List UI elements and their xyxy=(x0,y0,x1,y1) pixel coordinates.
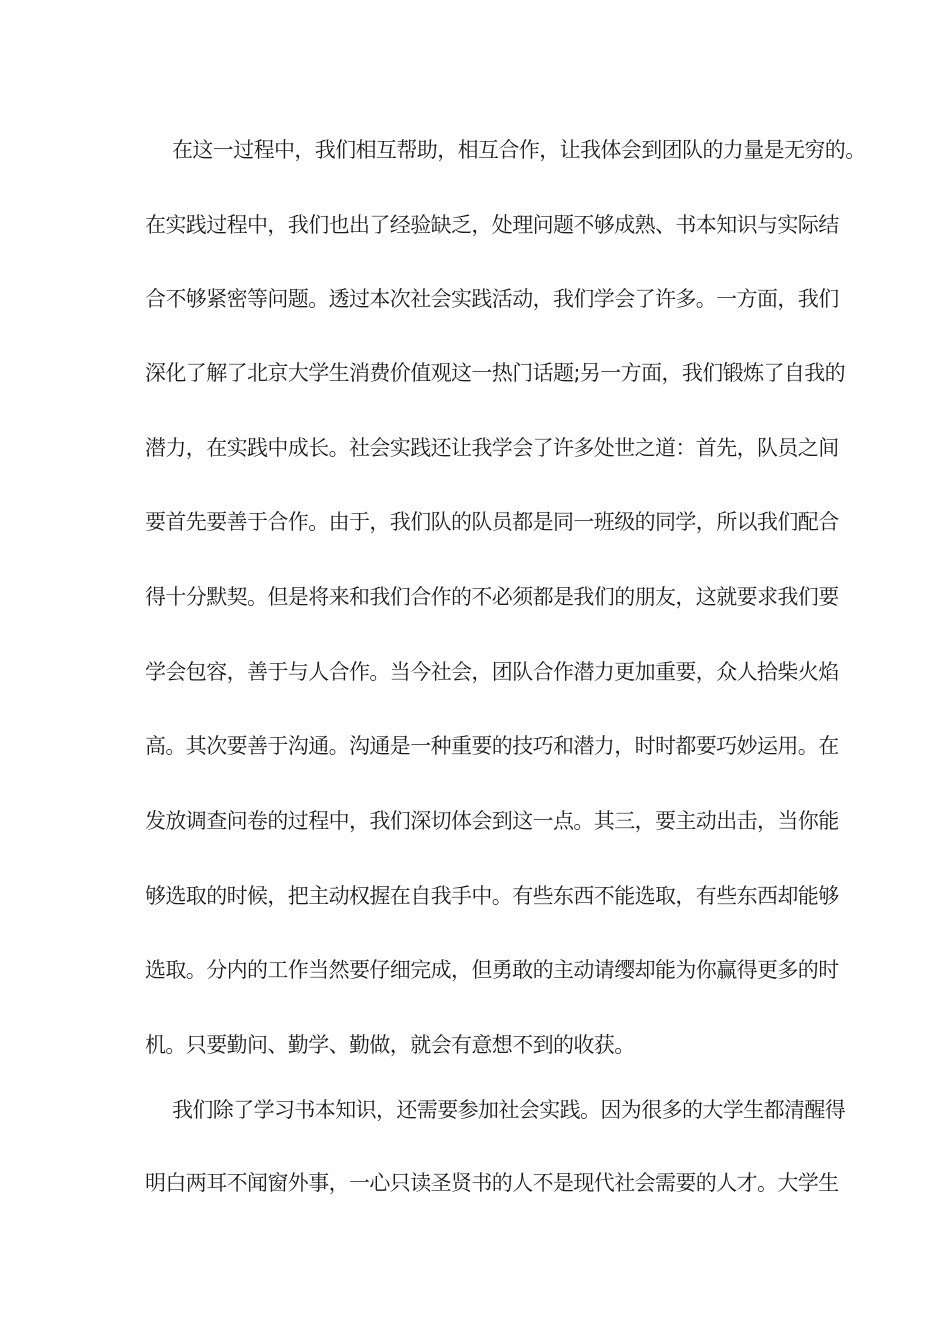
paragraph-line: 合不够紧密等问题。透过本次社会实践活动，我们学会了许多。一方面，我们 xyxy=(145,287,839,311)
paragraph-line: 发放调查问卷的过程中，我们深切体会到这一点。其三，要主动出击，当你能 xyxy=(145,809,839,833)
paragraph-line: 我们除了学习书本知识，还需要参加社会实践。因为很多的大学生都清醒得 xyxy=(172,1098,846,1122)
paragraph-line: 选取。分内的工作当然要仔细完成，但勇敢的主动请缨却能为你赢得更多的时 xyxy=(145,958,839,982)
paragraph-line: 够选取的时候，把主动权握在自我手中。有些东西不能选取，有些东西却能够 xyxy=(145,884,839,908)
paragraph-line: 潜力，在实践中成长。社会实践还让我学会了许多处世之道：首先，队员之间 xyxy=(145,436,839,460)
paragraph-line: 高。其次要善于沟通。沟通是一种重要的技巧和潜力，时时都要巧妙运用。在 xyxy=(145,734,839,758)
paragraph-line: 明白两耳不闻窗外事，一心只读圣贤书的人不是现代社会需要的人才。大学生 xyxy=(145,1171,839,1195)
paragraph-line: 要首先要善于合作。由于，我们队的队员都是同一班级的同学，所以我们配合 xyxy=(145,510,839,534)
paragraph-line: 在实践过程中，我们也出了经验缺乏，处理问题不够成熟、书本知识与实际结 xyxy=(145,213,839,237)
paragraph-line: 得十分默契。但是将来和我们合作的不必须都是我们的朋友，这就要求我们要 xyxy=(145,585,839,609)
paragraph-line: 机。只要勤问、勤学、勤做，就会有意想不到的收获。 xyxy=(145,1033,635,1057)
paragraph-line: 深化了解了北京大学生消费价值观这一热门话题;另一方面，我们锻炼了自我的 xyxy=(145,361,846,385)
paragraph-line: 在这一过程中，我们相互帮助，相互合作，让我体会到团队的力量是无穷的。 xyxy=(172,138,866,162)
paragraph-line: 学会包容，善于与人合作。当今社会，团队合作潜力更加重要，众人拾柴火焰 xyxy=(145,660,839,684)
